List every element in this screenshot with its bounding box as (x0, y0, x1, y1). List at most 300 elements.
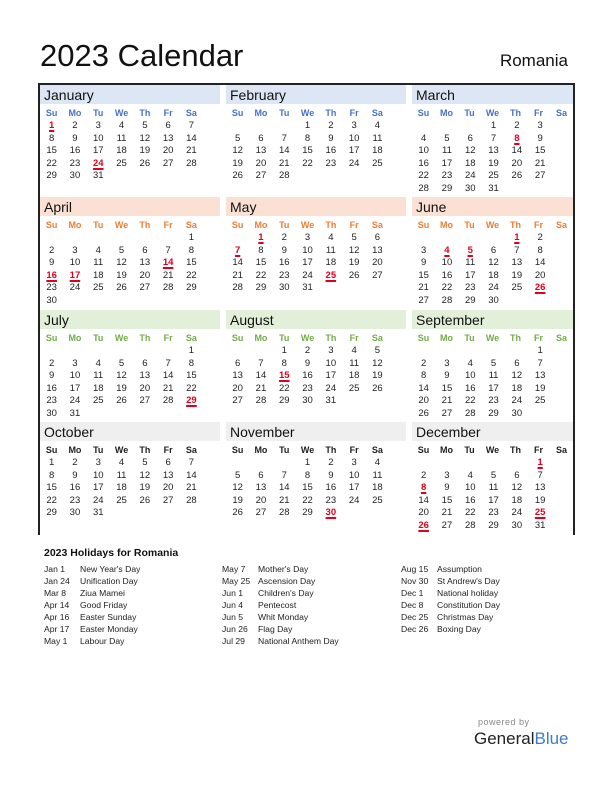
weekday-label: Mo (254, 219, 268, 230)
weekday-label: Mo (254, 332, 268, 343)
day-cell: 2 (72, 457, 78, 468)
day-cell: 30 (488, 294, 499, 306)
day-cell: 3 (421, 244, 427, 256)
holiday-name: Easter Sunday (80, 612, 137, 622)
weekday-label: We (300, 107, 315, 118)
day-cell: 14 (511, 145, 523, 157)
weekday-label: Su (231, 107, 244, 118)
day-cell: 12 (372, 357, 383, 369)
holiday-column (222, 563, 402, 647)
powered-by-label: powered by (478, 717, 530, 727)
day-cell: 27 (418, 294, 429, 306)
weekday-label: We (114, 107, 129, 118)
holiday-name: Christmas Day (437, 612, 494, 622)
day-cell: 23 (488, 395, 499, 407)
day-grid (40, 457, 216, 520)
day-cell: 13 (372, 244, 383, 256)
holiday-name: Whit Monday (258, 612, 309, 622)
day-cell: 3 (537, 120, 543, 131)
day-cell: 22 (302, 494, 313, 506)
holiday-day-cell: 15 (278, 370, 290, 382)
weekday-header (412, 217, 573, 232)
day-cell: 9 (444, 370, 450, 382)
weekday-label: Fr (349, 332, 359, 343)
holiday-name: Flag Day (258, 624, 293, 634)
weekday-label: We (485, 332, 500, 343)
day-cell: 3 (95, 457, 101, 468)
day-cell: 22 (441, 282, 453, 294)
day-cell: 17 (488, 494, 499, 506)
day-cell: 18 (116, 145, 127, 157)
day-grid (412, 457, 573, 533)
day-cell: 10 (441, 257, 453, 269)
day-cell: 25 (92, 282, 104, 294)
empty-cell (459, 457, 482, 470)
weekday-label: Su (45, 444, 58, 455)
weekday-label: Fr (349, 444, 359, 455)
weekday-label: Mo (254, 444, 268, 455)
weekday-header (226, 105, 402, 120)
empty-cell (435, 120, 458, 133)
day-cell: 7 (188, 120, 195, 131)
day-cell: 28 (232, 282, 243, 294)
day-cell: 10 (69, 370, 81, 382)
weekday-label: Tu (93, 444, 104, 455)
day-cell: 25 (116, 494, 127, 506)
empty-cell (435, 345, 458, 358)
day-cell: 7 (514, 244, 520, 256)
day-cell: 4 (95, 357, 101, 369)
day-cell: 8 (304, 469, 311, 481)
day-cell: 2 (537, 232, 543, 243)
month-name: May (226, 197, 406, 216)
day-cell: 4 (421, 132, 427, 144)
day-cell: 14 (418, 494, 429, 506)
day-cell: 28 (418, 182, 429, 194)
day-cell: 20 (511, 157, 523, 169)
weekday-header (412, 442, 573, 457)
holiday-name: Good Friday (80, 600, 128, 610)
day-cell: 31 (92, 170, 104, 182)
day-cell: 27 (162, 494, 174, 506)
day-cell: 30 (69, 507, 81, 519)
day-cell: 31 (325, 395, 337, 407)
month-name: April (40, 197, 220, 216)
holiday-day-cell: 25 (534, 507, 546, 519)
weekday-header (40, 442, 216, 457)
weekday-label: Fr (163, 332, 173, 343)
day-cell: 2 (328, 457, 334, 468)
day-cell: 18 (372, 145, 383, 157)
day-cell: 25 (116, 157, 127, 169)
day-cell: 27 (139, 395, 151, 407)
holiday-date: Jun 1 (222, 588, 244, 598)
day-cell: 20 (232, 382, 243, 394)
weekday-label: Th (139, 332, 151, 343)
day-cell: 4 (374, 120, 381, 131)
day-cell: 22 (46, 494, 57, 506)
holiday-item (222, 599, 402, 611)
holiday-name: Boxing Day (437, 624, 481, 634)
day-cell: 4 (351, 345, 357, 356)
weekday-label: Tu (464, 219, 475, 230)
month-name: March (412, 85, 573, 104)
month-name: January (40, 85, 220, 104)
day-cell: 15 (46, 482, 57, 494)
day-cell: 20 (139, 269, 151, 281)
empty-cell (226, 120, 249, 133)
day-cell: 25 (488, 170, 499, 182)
day-cell: 17 (92, 145, 104, 157)
weekday-label: Th (325, 219, 337, 230)
day-cell: 15 (534, 145, 546, 157)
holiday-item (401, 575, 581, 587)
day-cell: 19 (232, 157, 243, 169)
holiday-column (401, 563, 581, 635)
empty-cell (249, 120, 272, 133)
weekday-label: Tu (93, 107, 104, 118)
weekday-label: Fr (534, 107, 543, 118)
day-cell: 5 (118, 357, 125, 369)
day-cell: 26 (232, 507, 243, 519)
day-cell: 23 (488, 507, 499, 519)
day-cell: 14 (278, 482, 290, 494)
weekday-label: We (300, 332, 315, 343)
day-cell: 12 (116, 370, 127, 382)
empty-cell (156, 232, 179, 245)
month-february (226, 85, 402, 197)
month-september (412, 310, 573, 422)
weekday-label: Tu (93, 332, 104, 343)
day-cell: 11 (93, 257, 104, 269)
day-cell: 21 (162, 382, 174, 394)
empty-cell (482, 345, 505, 358)
holiday-day-cell: 24 (92, 157, 104, 169)
day-cell: 7 (188, 457, 195, 468)
day-cell: 14 (255, 370, 267, 382)
month-june (412, 197, 573, 309)
holiday-date: May 7 (222, 564, 246, 574)
day-cell: 12 (139, 469, 151, 481)
empty-cell (273, 457, 296, 470)
day-cell: 28 (464, 407, 476, 419)
day-cell: 22 (464, 395, 476, 407)
day-cell: 29 (488, 519, 499, 531)
weekday-label: Su (231, 332, 244, 343)
weekday-label: Su (231, 444, 244, 455)
day-cell: 28 (278, 170, 290, 182)
day-cell: 2 (72, 120, 78, 131)
day-cell: 13 (255, 482, 267, 494)
weekday-label: Tu (279, 219, 290, 230)
empty-cell (63, 232, 86, 245)
day-cell: 9 (444, 482, 450, 494)
day-cell: 12 (511, 482, 523, 494)
day-cell: 17 (302, 257, 313, 269)
day-cell: 9 (281, 244, 287, 256)
day-cell: 2 (514, 120, 520, 131)
day-grid (226, 345, 402, 408)
day-cell: 14 (186, 469, 197, 481)
weekday-label: Mo (68, 107, 82, 118)
weekday-label: We (114, 444, 129, 455)
day-cell: 19 (511, 269, 523, 281)
weekday-label: Su (417, 444, 430, 455)
day-cell: 5 (374, 345, 381, 356)
holiday-day-cell: 17 (69, 269, 81, 281)
day-cell: 6 (514, 357, 520, 369)
day-cell: 25 (372, 494, 383, 506)
day-cell: 17 (464, 269, 476, 281)
day-cell: 24 (464, 170, 476, 182)
day-cell: 22 (302, 157, 313, 169)
day-cell: 29 (302, 507, 313, 519)
holiday-item (44, 575, 224, 587)
weekday-label: Tu (279, 107, 290, 118)
weekday-label: Su (417, 107, 430, 118)
day-cell: 6 (235, 357, 241, 369)
day-cell: 12 (348, 244, 360, 256)
day-cell: 15 (302, 145, 313, 157)
holiday-name: Constitution Day (437, 600, 501, 610)
holiday-day-cell: 30 (325, 507, 337, 519)
day-cell: 9 (49, 370, 55, 382)
calendar-grid (38, 83, 575, 535)
day-cell: 10 (464, 370, 476, 382)
day-cell: 19 (116, 269, 127, 281)
day-cell: 2 (421, 357, 427, 369)
holiday-date: Dec 1 (401, 588, 424, 598)
day-cell: 7 (537, 357, 543, 369)
day-cell: 6 (258, 469, 264, 481)
day-cell: 28 (441, 294, 453, 306)
day-cell: 15 (186, 257, 197, 269)
page-title: 2023 Calendar (40, 38, 244, 73)
day-cell: 28 (255, 395, 267, 407)
day-cell: 14 (418, 382, 429, 394)
day-cell: 8 (304, 132, 311, 144)
day-cell: 1 (188, 232, 195, 243)
day-cell: 11 (93, 370, 104, 382)
day-cell: 2 (328, 120, 334, 131)
day-cell: 24 (325, 382, 337, 394)
holiday-date: Jun 4 (222, 600, 244, 610)
weekday-label: Su (231, 219, 244, 230)
holiday-item (44, 611, 224, 623)
day-cell: 13 (162, 469, 174, 481)
weekday-label: Mo (440, 332, 453, 343)
weekday-label: Sa (185, 332, 197, 343)
holiday-date: Dec 25 (401, 612, 429, 622)
weekday-label: Mo (440, 219, 453, 230)
day-cell: 17 (325, 370, 337, 382)
month-october (40, 422, 216, 534)
day-cell: 9 (49, 257, 55, 269)
weekday-label: Mo (68, 219, 82, 230)
empty-cell (63, 345, 86, 358)
day-cell: 31 (302, 282, 313, 294)
day-cell: 18 (92, 382, 104, 394)
holiday-date: Apr 14 (44, 600, 70, 610)
holiday-item (44, 599, 224, 611)
day-cell: 3 (351, 120, 357, 131)
holiday-item (44, 587, 224, 599)
day-cell: 8 (281, 357, 287, 369)
day-cell: 13 (511, 257, 523, 269)
holiday-name: Unification Day (80, 576, 138, 586)
weekday-label: Fr (534, 332, 543, 343)
day-cell: 26 (232, 170, 243, 182)
empty-cell (133, 345, 156, 358)
holiday-name: Mother's Day (258, 564, 309, 574)
empty-cell (435, 457, 458, 470)
day-cell: 19 (116, 382, 127, 394)
day-cell: 30 (46, 407, 57, 419)
day-cell: 20 (534, 269, 546, 281)
day-cell: 14 (534, 257, 546, 269)
day-cell: 29 (278, 395, 290, 407)
day-cell: 23 (46, 282, 57, 294)
day-cell: 10 (348, 469, 360, 481)
holiday-day-cell: 16 (46, 269, 57, 281)
weekday-label: Fr (349, 107, 359, 118)
month-name: November (226, 422, 406, 441)
weekday-label: Su (417, 332, 430, 343)
generalblue-logo[interactable] (474, 729, 569, 749)
day-cell: 3 (444, 357, 450, 369)
day-cell: 8 (188, 244, 195, 256)
day-cell: 27 (139, 282, 151, 294)
day-cell: 13 (232, 370, 243, 382)
day-cell: 10 (69, 257, 81, 269)
day-cell: 30 (511, 407, 523, 419)
holiday-day-cell: 14 (162, 257, 174, 269)
weekday-label: We (300, 444, 315, 455)
day-cell: 11 (349, 357, 360, 369)
holiday-name: Assumption (437, 564, 482, 574)
holiday-name: Pentecost (258, 600, 297, 610)
day-cell: 17 (488, 382, 499, 394)
day-cell: 6 (490, 244, 497, 256)
empty-cell (482, 232, 505, 245)
weekday-label: We (114, 219, 129, 230)
day-cell: 18 (116, 482, 127, 494)
weekday-label: Mo (440, 107, 453, 118)
day-cell: 2 (281, 232, 287, 243)
day-grid (40, 120, 216, 183)
empty-cell (249, 457, 272, 470)
day-cell: 8 (537, 244, 543, 256)
day-grid (412, 120, 573, 196)
day-cell: 10 (325, 357, 337, 369)
day-cell: 27 (441, 519, 453, 531)
day-cell: 13 (534, 482, 546, 494)
day-cell: 6 (165, 457, 171, 468)
month-november (226, 422, 402, 534)
day-cell: 20 (372, 257, 383, 269)
day-cell: 16 (302, 370, 313, 382)
day-cell: 1 (304, 120, 311, 131)
day-cell: 5 (235, 469, 241, 481)
day-grid (412, 345, 573, 421)
day-cell: 31 (69, 407, 81, 419)
empty-cell (459, 232, 482, 245)
day-cell: 20 (255, 157, 267, 169)
holiday-name: New Year's Day (80, 564, 141, 574)
day-cell: 20 (162, 145, 174, 157)
day-cell: 18 (92, 269, 104, 281)
day-cell: 13 (162, 132, 174, 144)
holiday-item (401, 623, 581, 635)
day-grid (40, 345, 216, 421)
day-cell: 20 (418, 395, 429, 407)
day-cell: 21 (278, 157, 290, 169)
day-cell: 19 (534, 494, 546, 506)
day-cell: 17 (348, 145, 360, 157)
holiday-column (44, 563, 224, 647)
holiday-item (222, 623, 402, 635)
day-cell: 11 (488, 482, 499, 494)
day-cell: 20 (255, 494, 267, 506)
month-name: December (412, 422, 573, 441)
holiday-date: Jun 26 (222, 624, 248, 634)
empty-cell (459, 120, 482, 133)
holiday-date: Jun 5 (222, 612, 244, 622)
weekday-label: Sa (371, 107, 383, 118)
day-cell: 21 (255, 382, 267, 394)
day-cell: 23 (302, 382, 313, 394)
day-cell: 21 (418, 282, 429, 294)
day-cell: 3 (304, 232, 311, 243)
day-cell: 1 (188, 345, 195, 356)
holiday-day-cell: 29 (186, 395, 197, 407)
day-cell: 6 (467, 132, 473, 144)
empty-cell (40, 345, 63, 358)
day-cell: 27 (255, 507, 267, 519)
holiday-day-cell: 8 (421, 482, 427, 494)
day-cell: 21 (534, 157, 546, 169)
day-cell: 27 (372, 269, 383, 281)
day-cell: 9 (72, 132, 78, 144)
day-cell: 19 (488, 157, 499, 169)
holiday-item (44, 623, 224, 635)
day-cell: 7 (490, 132, 497, 144)
day-cell: 8 (188, 357, 195, 369)
day-cell: 30 (511, 519, 523, 531)
day-cell: 7 (165, 244, 171, 256)
day-cell: 26 (418, 407, 429, 419)
day-cell: 30 (69, 170, 81, 182)
weekday-label: Fr (163, 444, 173, 455)
day-cell: 1 (490, 120, 497, 131)
day-cell: 2 (49, 357, 55, 369)
empty-cell (459, 345, 482, 358)
day-cell: 25 (372, 157, 383, 169)
day-cell: 28 (162, 282, 174, 294)
weekday-label: Mo (254, 107, 268, 118)
day-cell: 23 (69, 494, 81, 506)
day-cell: 24 (69, 395, 81, 407)
empty-cell (87, 345, 110, 358)
holiday-day-cell: 25 (325, 269, 337, 281)
day-cell: 24 (488, 282, 499, 294)
day-cell: 11 (465, 257, 476, 269)
day-grid (40, 232, 216, 308)
empty-cell (505, 457, 528, 470)
day-cell: 1 (281, 345, 287, 356)
weekday-label: We (485, 107, 500, 118)
day-cell: 12 (232, 145, 243, 157)
